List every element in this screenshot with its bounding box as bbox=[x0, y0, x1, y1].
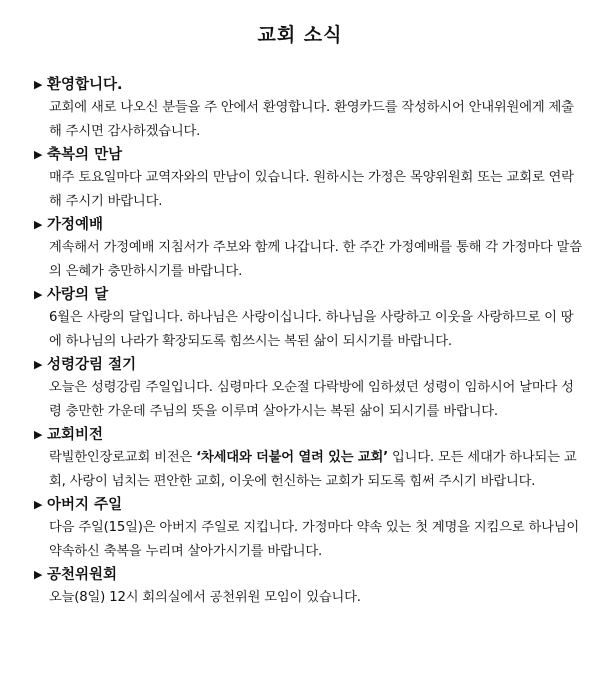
news-body: 교회에 새로 나오신 분들을 주 안에서 환영합니다. 환영카드를 작성하시어 안내위원에게 제출해 주시면 감사하겠습니다. bbox=[49, 100, 574, 139]
news-body: 오늘은 성령강림 주일입니다. 심령마다 오순절 다락방에 임하셨던 성령이 임하시어 날마다 성령 충만한 가운데 주님의 뜻을 이루며 살아가시는 복된 삶이 되시기를 바랍니다. bbox=[49, 380, 574, 419]
play-triangle-icon: ▶ bbox=[34, 498, 43, 511]
news-heading bbox=[34, 494, 584, 516]
news-heading bbox=[34, 354, 584, 376]
news-heading-label: 아버지 주일 bbox=[47, 497, 123, 513]
news-body-text: 입니다. 모든 세대가 하나되는 교회, 사랑이 넘치는 편안한 교회, 이웃에 헌신하는 교회가 되도록 힘써 주시기 바랍니다. bbox=[49, 450, 577, 489]
news-heading-label: 가정예배 bbox=[47, 217, 104, 233]
play-triangle-icon: ▶ bbox=[34, 148, 43, 161]
play-triangle-icon: ▶ bbox=[34, 568, 43, 581]
news-item-pentecost bbox=[34, 354, 584, 423]
play-triangle-icon: ▶ bbox=[34, 358, 43, 371]
news-body: 다음 주일(15일)은 아버지 주일로 지킵니다. 가정마다 약속 있는 첫 계명을 지킴으로 하나님이 약속하신 축복을 누리며 살아가시기를 바랍니다. bbox=[49, 520, 580, 559]
news-heading-label: 성령강림 절기 bbox=[47, 357, 137, 373]
news-body-text: 락빌한인장로교회 비전은 bbox=[49, 450, 197, 465]
news-list bbox=[34, 74, 584, 611]
vision-statement: ‘차세대와 더불어 열려 있는 교회’ bbox=[196, 450, 388, 465]
news-item-welcome bbox=[34, 74, 584, 143]
news-heading-label: 축복의 만남 bbox=[47, 147, 123, 163]
news-heading bbox=[34, 144, 584, 166]
news-item-fathers-day bbox=[34, 494, 584, 563]
news-body bbox=[34, 446, 584, 493]
play-triangle-icon: ▶ bbox=[34, 428, 43, 441]
news-heading-label: 교회비전 bbox=[47, 427, 104, 443]
play-triangle-icon: ▶ bbox=[34, 78, 43, 91]
news-item-blessing-meeting bbox=[34, 144, 584, 213]
news-heading bbox=[34, 214, 584, 236]
news-body: 오늘(8일) 12시 회의실에서 공천위원 모임이 있습니다. bbox=[49, 590, 361, 605]
news-item-family-worship bbox=[34, 214, 584, 283]
news-body: 계속해서 가정예배 지침서가 주보와 함께 나갑니다. 한 주간 가정예배를 통해 각 가정마다 말씀의 은혜가 충만하시기를 바랍니다. bbox=[49, 240, 582, 279]
news-heading bbox=[34, 284, 584, 306]
news-body: 6월은 사랑의 달입니다. 하나님은 사랑이십니다. 하나님을 사랑하고 이웃을 사랑하므로 이 땅에 하나님의 나라가 확장되도록 힘쓰시는 복된 삶이 되시기를 바랍니다. bbox=[49, 310, 574, 349]
news-heading bbox=[34, 564, 584, 586]
news-heading bbox=[34, 424, 584, 446]
play-triangle-icon: ▶ bbox=[34, 218, 43, 231]
news-heading bbox=[34, 74, 584, 96]
page-title: 교회 소식 bbox=[257, 24, 343, 46]
news-item-church-vision bbox=[34, 424, 584, 493]
news-body: 매주 토요일마다 교역자와의 만남이 있습니다. 원하시는 가정은 목양위원회 또는 교회로 연락해 주시기 바랍니다. bbox=[49, 170, 574, 209]
news-heading-label: 사랑의 달 bbox=[47, 287, 109, 303]
news-item-nominating-committee bbox=[34, 564, 584, 610]
play-triangle-icon: ▶ bbox=[34, 288, 43, 301]
news-heading-label: 공천위원회 bbox=[47, 567, 118, 583]
news-heading-label: 환영합니다. bbox=[47, 77, 123, 93]
news-item-month-of-love bbox=[34, 284, 584, 353]
